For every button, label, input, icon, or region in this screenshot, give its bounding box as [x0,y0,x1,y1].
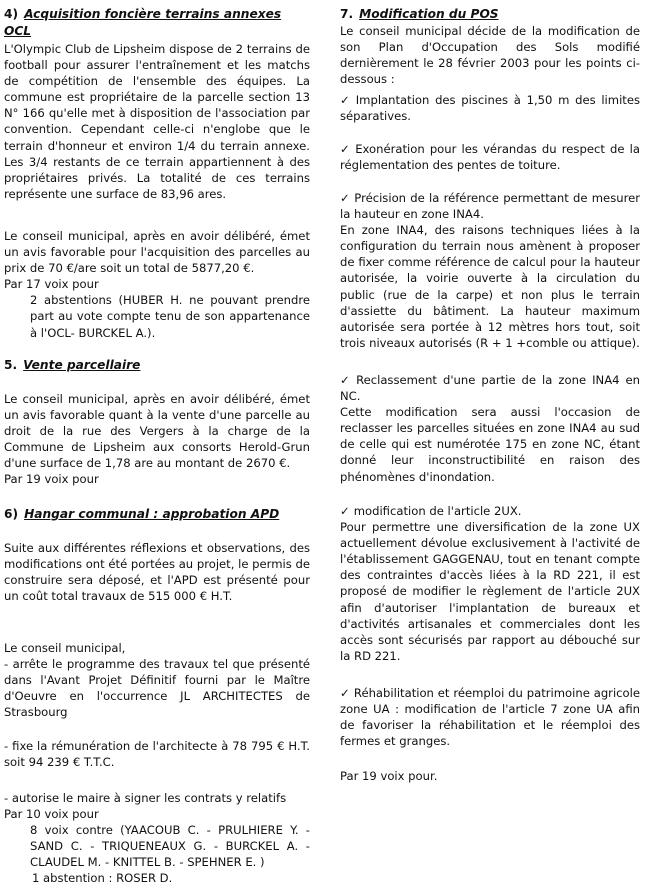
section-4-body [4,41,310,202]
abstentions: 2 abstentions (HUBER H. ne pouvant prendre part au vote compte tenu de son appartenance à l'OCL- BURCKEL A.). [30,293,310,340]
paragraph: Le conseil municipal, après en avoir délibéré, émet un avis favorable quant à la vente d'une parcelle au droit de la rue des Vergers à la charge de la Commune de Lipsheim aux consorts Herold-Grun d'une surface de 1,78 are au montant de 2670 €. [4,392,310,471]
section-number: 7. [340,7,354,21]
list-item-text: modification de l'article 2UX. [353,504,522,518]
section-5 [4,357,310,374]
paragraph: Le conseil municipal, [4,641,126,655]
list-item-text: Précision de la référence permettant de mesurer la hauteur en zone INA4. [340,191,640,222]
section-title: Hangar communal : approbation APD [24,507,280,521]
section-7-heading [340,6,640,23]
list-item [340,141,640,173]
check-icon: ✓ [340,191,351,205]
item-3 [340,190,640,351]
list-item-text: Implantation des piscines à 1,50 m des limites séparatives. [340,93,641,124]
paragraph: Cette modification sera aussi l'occasion de reclasser les parcelles situées en zone INA4 au sud de celle qui est numérotée 175 en zone NC, étant donné leur inconstructibilité en raison des phénomènes d'inondation. [340,405,640,484]
list-item [340,503,640,519]
item-4 [340,372,640,485]
section-5-heading [4,357,310,374]
section-4 [4,6,310,40]
paragraph: Suite aux différentes réflexions et observations, des modifications ont été portées au projet, le permis de construire sera déposé, et l'APD est présenté pour un coût total travaux de 515 000 € H.T. [4,541,310,604]
section-6-intro [4,540,310,604]
section-7-vote [340,768,640,784]
list-item-text: Reclassement d'une partie de la zone INA4 en NC. [340,373,641,404]
list-item-text: Exonération pour les vérandas du respect de la réglementation des pentes de toiture. [340,142,640,173]
section-6-vote [4,790,310,887]
paragraph: - fixe la rémunération de l'architecte à 78 795 € H.T. soit 94 239 € T.T.C. [4,739,310,770]
paragraph: En zone INA4, des raisons techniques liées à la configuration du terrain nous amènent à proposer de fixer comme référence de calcul pour la hauteur autorisée, la voirie ouverte à la circulation du public (rue de la carpe) et non plus le terrain d'assiette du bâtiment. La hauteur maximum autorisée sera portée à 12 mètres hors tout, soit trois niveaux autorisés (R + 1 +comble ou attique). [340,223,640,350]
section-6-decision [4,640,310,720]
paragraph: L'Olympic Club de Lipsheim dispose de 2 terrains de football pour assurer l'entraînement et les matchs de compétition de l'ensemble des équipes. La commune est propriétaire de la parcelle section 13 N° 166 qu'elle met à disposition de l'association par convention. Cependant celle-ci n'englobe que le terrain d'honneur et environ 1/4 du terrain annexe. Les 3/4 restants de ce terrain appartiennent à des propriétaires privés. La totalité de ces terrains représente une surface de 83,96 ares. [4,42,310,201]
item-5 [340,503,640,664]
section-number: 6) [4,507,19,521]
paragraph: Pour permettre une diversification de la zone UX actuellement dévolue exclusivement à l'activité de l'établissement GAGGENAU, tout en tenant compte des contraintes d'accès liées à la RD 221, il est proposé de modifier le règlement de l'article 2UX afin d'autoriser l'implantation de bureaux et d'activités artisanales et commerciales dont les accès sont sécurisés par rapport au débouché sur la RD 221. [340,520,640,663]
check-icon: ✓ [340,142,352,156]
check-icon: ✓ [340,686,350,700]
vote-count: Par 17 voix pour [4,277,99,292]
section-5-body [4,391,310,488]
section-number: 5. [4,358,18,372]
paragraph: Le conseil municipal décide de la modification de son Plan d'Occupation des Sols modifié dernièrement le 28 février 2003 pour les points ci-dessous : [340,24,640,87]
votes-against: 8 voix contre (YAACOUB C. - PRULHIERE Y. - SAND C. - TRIQUENEAUX G. - BURCKEL A. - CLAUDEL M. - KNITTEL B. - SPEHNER E. ) [30,823,310,870]
section-number: 4) [4,7,19,21]
vote-count: Par 19 voix pour. [340,769,438,783]
section-4-decision [4,228,310,341]
paragraph: Le conseil municipal, après en avoir délibéré, émet un avis favorable pour l'acquisition des parcelles au prix de 70 €/are soit un total de 5877,20 €. [4,229,310,276]
item-1 [340,92,640,124]
section-6-fee [4,738,310,770]
section-4-heading [4,6,310,40]
check-icon: ✓ [340,504,350,518]
section-title: Modification du POS [359,7,499,21]
item-2 [340,141,640,173]
vote-count: Par 10 voix pour [4,807,99,822]
section-title: Vente parcellaire [23,358,141,372]
abstentions: 1 abstention : ROSER D. [32,871,173,886]
list-item [340,372,640,404]
section-title: Acquisition foncière terrains annexes OCL [4,7,282,38]
paragraph: - arrête le programme des travaux tel que présenté dans l'Avant Projet Définitif fourni par le Maître d'Oeuvre en l'occurrence JL ARCHITECTES de Strasbourg [4,657,310,720]
section-6-heading [4,506,310,523]
list-item [340,190,640,222]
item-6 [340,685,640,749]
vote-count: Par 19 voix pour [4,472,99,487]
section-6 [4,506,310,523]
list-item [340,685,640,749]
check-icon: ✓ [340,93,352,107]
paragraph: - autorise le maire à signer les contrats y relatifs [4,791,287,805]
list-item-text: Réhabilitation et réemploi du patrimoine agricole zone UA : modification de l'article 7 zone UA afin de favoriser la réhabilitation et le réemploi des fermes et granges. [340,686,640,749]
list-item [340,92,640,124]
section-7 [340,6,640,87]
check-icon: ✓ [340,373,353,387]
